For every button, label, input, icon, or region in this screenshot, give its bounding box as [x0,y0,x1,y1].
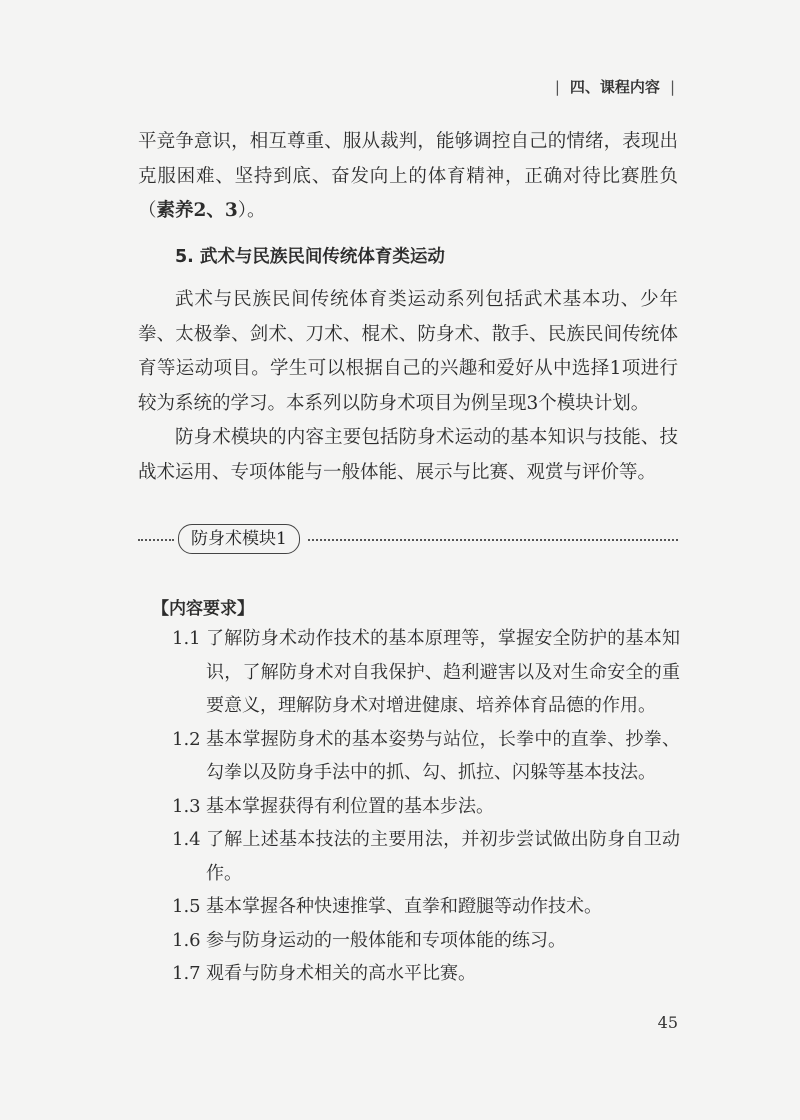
requirement-number: 1.2 [172,728,201,750]
requirement-number: 1.7 [172,963,201,984]
dotted-rule-right [308,539,678,541]
requirement-text: 了解上述基本技法的主要用法，并初步尝试做出防身自卫动作。 [206,829,680,884]
section-paragraph-2: 防身术模块的内容主要包括防身术运动的基本知识与技能、技战术运用、专项体能与一般体能、展示与比赛、观赏与评价等。 [138,427,678,483]
requirement-item [172,723,680,790]
requirement-item [172,890,680,924]
requirement-text: 基本掌握获得有利位置的基本步法。 [206,795,494,817]
requirement-item [172,622,680,723]
requirement-text: 参与防身运动的一般体能和专项体能的练习。 [206,929,566,951]
page-number: 45 [657,1013,678,1032]
requirement-number: 1.3 [172,795,201,817]
intro-bold-reference: 素养2、3 [156,200,238,221]
dotted-rule-left [138,539,174,541]
requirement-item [172,957,680,991]
requirement-text: 观看与防身术相关的高水平比赛。 [206,963,476,984]
intro-paragraph [138,125,678,229]
intro-end: ）。 [237,200,266,221]
running-header [555,76,675,97]
requirement-item [172,924,680,958]
header-bar-right: | [669,77,675,96]
section-title: 5. 武术与民族民间传统体育类运动 [175,247,445,267]
requirement-number: 1.6 [172,929,201,951]
requirements-list [172,622,680,991]
module-divider [138,522,678,556]
intro-text: 平竞争意识，相互尊重、服从裁判，能够调控自己的情绪，表现出克服困难、坚持到底、奋发向上的体育精神，正确对待比赛胜负（ [138,131,678,221]
requirements-heading: 【内容要求】 [152,599,254,619]
header-bar-left: | [554,77,560,96]
requirement-number: 1.5 [172,896,201,917]
intro-paragraph-block [138,125,678,229]
chapter-title: 四、课程内容 [569,78,660,96]
requirement-text: 了解防身术动作技术的基本原理等，掌握安全防护的基本知识，了解防身术对自我保护、趋利避害以及对生命安全的重要意义，理解防身术对增进健康、培养体育品德的作用。 [206,628,680,716]
requirement-number: 1.1 [172,628,201,649]
module-tag: 防身术模块1 [178,524,300,554]
requirement-item [172,823,680,890]
section-paragraph-1: 武术与民族民间传统体育类运动系列包括武术基本功、少年拳、太极拳、剑术、刀术、棍术、防身术、散手、民族民间传统体育等运动项目。学生可以根据自己的兴趣和爱好从中选择1项进行较为系统的学习。本系列以防身术项目为例呈现3个模块计划。 [138,289,678,414]
requirement-number: 1.4 [172,829,201,850]
section-body [138,283,678,490]
requirement-text: 基本掌握防身术的基本姿势与站位，长拳中的直拳、抄拳、勾拳以及防身手法中的抓、勾、抓拉、闪躲等基本技法。 [206,728,680,783]
requirement-item [172,790,680,824]
requirement-text: 基本掌握各种快速推掌、直拳和蹬腿等动作技术。 [206,896,602,917]
